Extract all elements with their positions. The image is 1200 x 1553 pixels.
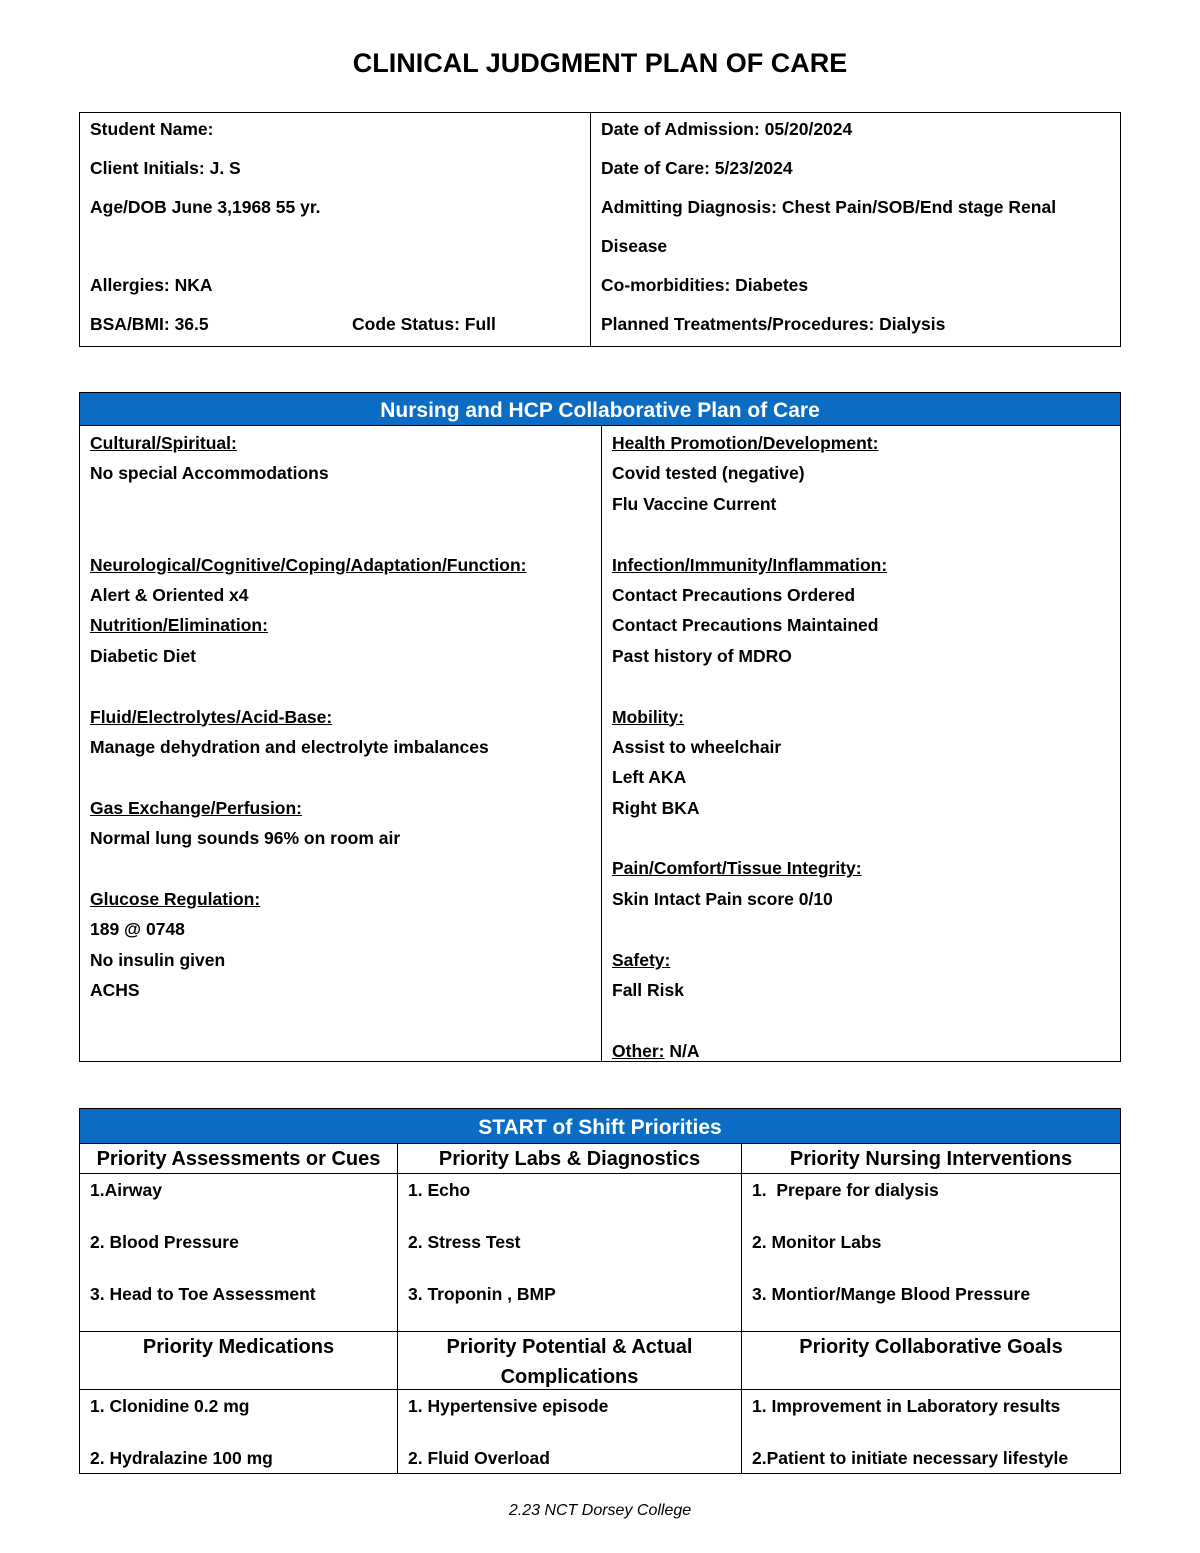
health-heading: Health Promotion/Development: [612, 433, 879, 453]
complication-item: 1. Hypertensive episode [408, 1396, 609, 1416]
date-of-care: Date of Care: 5/23/2024 [601, 158, 793, 178]
intervention-item: 2. Monitor Labs [752, 1232, 882, 1252]
medications-cell [80, 1390, 398, 1473]
other-row [612, 1036, 1110, 1066]
mobility-value-3: Right BKA [612, 797, 700, 818]
glucose-value-1: 189 @ 0748 [90, 919, 185, 940]
collaborative-plan-header: Nursing and HCP Collaborative Plan of Care [80, 393, 1120, 426]
neuro-value: Alert & Oriented x4 [90, 584, 249, 605]
nutrition-heading: Nutrition/Elimination: [90, 615, 268, 636]
date-of-admission: Date of Admission: 05/20/2024 [601, 119, 853, 139]
goal-item: 2.Patient to initiate necessary lifestyle [752, 1448, 1069, 1468]
shift-priorities-header: START of Shift Priorities [80, 1109, 1120, 1144]
medication-item: 2. Hydralazine 100 mg [90, 1448, 273, 1468]
comorbidities: Co-morbidities: Diabetes [601, 275, 809, 295]
admitting-diagnosis-cont: Disease [601, 236, 668, 256]
neuro-heading: Neurological/Cognitive/Coping/Adaptation/Function: [90, 554, 527, 575]
plan-left-column [80, 426, 602, 1062]
goals-header: Priority Collaborative Goals [742, 1332, 1120, 1390]
intervention-item: 1. Prepare for dialysis [752, 1180, 939, 1200]
other-value: N/A [664, 1040, 700, 1061]
interventions-cell [742, 1174, 1120, 1332]
client-initials: Client Initials: J. S [90, 158, 241, 178]
fluid-value: Manage dehydration and electrolyte imbalances [90, 736, 489, 757]
complications-header: Priority Potential & Actual Complications [398, 1332, 742, 1390]
mobility-heading: Mobility: [612, 706, 684, 727]
gas-heading: Gas Exchange/Perfusion: [90, 797, 303, 818]
student-name: Student Name: [90, 119, 214, 139]
labs-cell [398, 1174, 742, 1332]
mobility-value-1: Assist to wheelchair [612, 736, 782, 757]
complication-item: 2. Fluid Overload [408, 1448, 550, 1468]
bsa-bmi: BSA/BMI: 36.5 [90, 314, 209, 334]
health-value-2: Flu Vaccine Current [612, 493, 777, 514]
cultural-heading: Cultural/Spiritual: [90, 433, 237, 453]
code-status: Code Status: Full [352, 314, 496, 334]
assessments-cell [80, 1174, 398, 1332]
admitting-diagnosis: Admitting Diagnosis: Chest Pain/SOB/End stage Renal [601, 197, 1057, 217]
pain-value: Skin Intact Pain score 0/10 [612, 888, 833, 909]
glucose-value-3: ACHS [90, 980, 140, 1001]
intervention-item: 3. Montior/Mange Blood Pressure [752, 1284, 1031, 1304]
gas-value: Normal lung sounds 96% on room air [90, 828, 401, 849]
lab-item: 3. Troponin , BMP [408, 1284, 556, 1304]
lab-item: 1. Echo [408, 1180, 471, 1200]
assessment-item: 1.Airway [90, 1180, 162, 1200]
planned-treatments: Planned Treatments/Procedures: Dialysis [601, 314, 946, 334]
patient-info-left [80, 113, 591, 346]
assessments-header: Priority Assessments or Cues [80, 1144, 398, 1174]
infection-heading: Infection/Immunity/Inflammation: [612, 554, 888, 575]
complications-cell [398, 1390, 742, 1473]
safety-value: Fall Risk [612, 980, 684, 1001]
allergies: Allergies: NKA [90, 275, 213, 295]
medications-header: Priority Medications [80, 1332, 398, 1390]
assessment-item: 2. Blood Pressure [90, 1232, 239, 1252]
page-title: CLINICAL JUDGMENT PLAN OF CARE [352, 48, 848, 78]
infection-value-3: Past history of MDRO [612, 645, 792, 666]
plan-right-column [602, 426, 1120, 1062]
age-dob: Age/DOB June 3,1968 55 yr. [90, 197, 321, 217]
cultural-value: No special Accommodations [90, 463, 329, 484]
other-heading: Other: [612, 1040, 665, 1061]
bmi-code-row [90, 310, 580, 349]
interventions-header: Priority Nursing Interventions [742, 1144, 1120, 1174]
patient-info-right [591, 113, 1120, 346]
mobility-value-2: Left AKA [612, 767, 687, 788]
goal-item: 1. Improvement in Laboratory results [752, 1396, 1061, 1416]
glucose-value-2: No insulin given [90, 949, 226, 970]
infection-value-2: Contact Precautions Maintained [612, 615, 879, 636]
goals-cell [742, 1390, 1120, 1473]
pain-heading: Pain/Comfort/Tissue Integrity: [612, 858, 862, 879]
infection-value-1: Contact Precautions Ordered [612, 584, 856, 605]
labs-header: Priority Labs & Diagnostics [398, 1144, 742, 1174]
assessment-item: 3. Head to Toe Assessment [90, 1284, 316, 1304]
medication-item: 1. Clonidine 0.2 mg [90, 1396, 250, 1416]
nutrition-value: Diabetic Diet [90, 645, 196, 666]
shift-priorities-table [79, 1108, 1121, 1474]
blank-line [90, 232, 580, 271]
lab-item: 2. Stress Test [408, 1232, 521, 1252]
fluid-heading: Fluid/Electrolytes/Acid-Base: [90, 706, 333, 727]
health-value-1: Covid tested (negative) [612, 463, 805, 484]
page-footer: 2.23 NCT Dorsey College [508, 1502, 692, 1519]
collaborative-plan-table [79, 392, 1121, 1062]
patient-info-table [79, 112, 1121, 347]
safety-heading: Safety: [612, 949, 671, 970]
glucose-heading: Glucose Regulation: [90, 888, 261, 909]
